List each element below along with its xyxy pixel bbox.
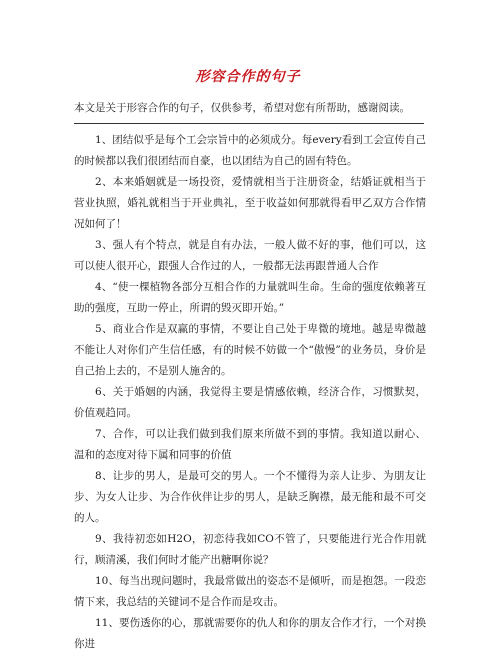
paragraph: 3、强人有个特点，就是自有办法，一般人做不好的事，他们可以，这可以使人很开心，跟强人合作过的人，一般都无法再跟普通人合作 xyxy=(74,239,426,272)
paragraph: 10、每当出现问题时，我最常做出的姿态不是倾听，而是抱怨。一段恋情下来，我总结的关键词不是合作而是攻击。 xyxy=(74,575,426,608)
paragraph: 4、“使一棵植物各部分互相合作的力量就叫生命。生命的强度依赖著互助的强度，互助一停止，所谓的毁灭即开始。” xyxy=(74,281,426,314)
document-body xyxy=(74,130,426,655)
paragraph: 9、我待初恋如H2O，初恋待我如CO不管了，只要能进行光合作用就行，顾清溪，我们何时才能产出糖啊你说？ xyxy=(74,533,426,566)
document-intro: 本文是关于形容合作的句子，仅供参考，希望对您有所帮助，感谢阅读。 xyxy=(74,102,410,114)
paragraph: 6、关于婚姻的内涵，我觉得主要是情感依赖，经济合作，习惯默契，价值观趋同。 xyxy=(74,386,426,419)
document-title: 形容合作的句子 xyxy=(195,69,301,85)
paragraph: 11、要伤透你的心，那就需要你的仇人和你的朋友合作才行，一个对换你进 xyxy=(74,617,426,650)
paragraph: 8、让步的男人，是最可交的男人。一个不懂得为亲人让步、为朋友让步、为女人让步、为合作伙伴让步的男人，是缺乏胸襟，最无能和最不可交的人。 xyxy=(74,470,426,524)
paragraph: 2、本来婚姻就是一场投资，爱情就相当于注册资金，结婚证就相当于营业执照，婚礼就相当于开业典礼，至于收益如何那就得看甲乙双方合作情况如何了！ xyxy=(74,176,426,230)
paragraph: 1、团结似乎是每个工会宗旨中的必须成分。每every看到工会宣传自己的时候都以我们很团结而自豪，也以团结为自己的固有特色。 xyxy=(74,134,426,167)
paragraph: 7、合作，可以让我们做到我们原来所做不到的事情。我知道以耐心、温和的态度对待下属和同事的价值 xyxy=(74,428,426,461)
paragraph: 5、商业合作是双赢的事情，不要让自己处于卑微的境地。越是卑微越不能让人对你们产生信任感，有的时候不妨做一个“傲慢”的业务员，身价是自己抬上去的，不是别人施舍的。 xyxy=(74,323,426,377)
intro-divider xyxy=(74,123,424,124)
